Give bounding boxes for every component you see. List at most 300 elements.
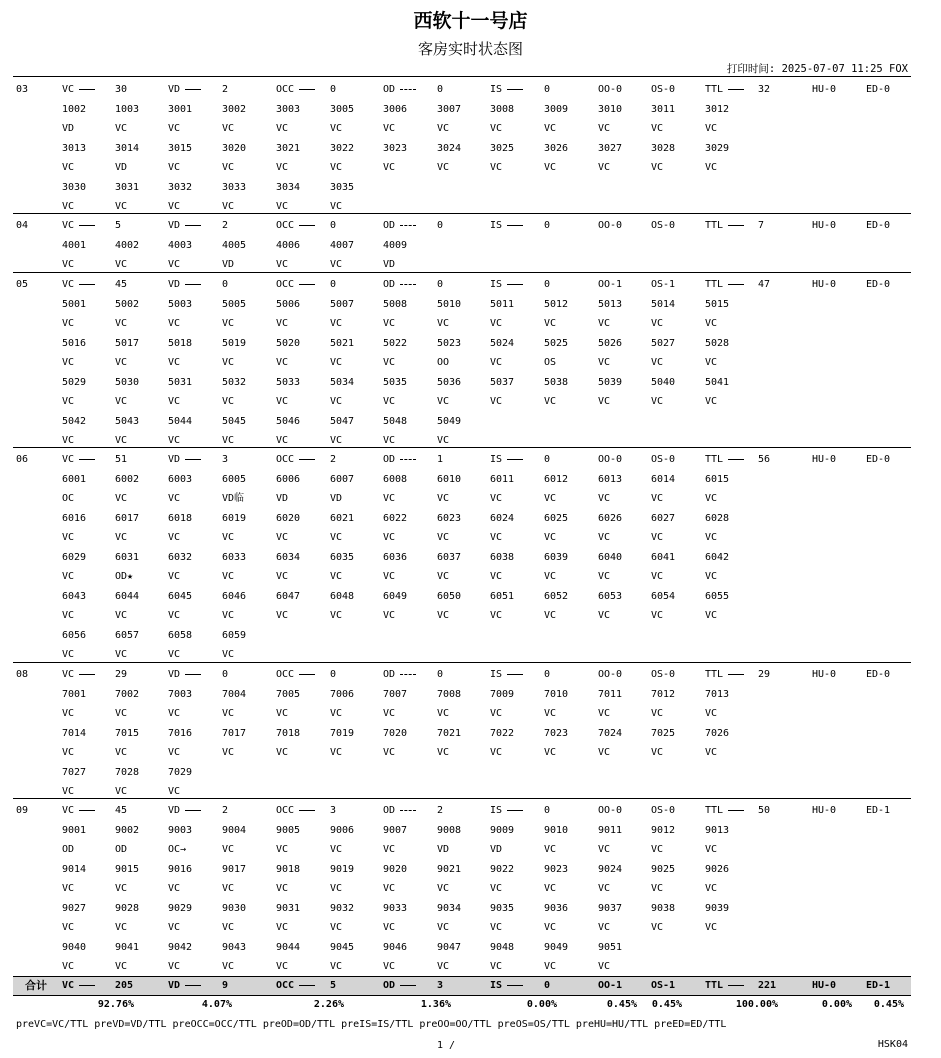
room-number: 5026 [598, 337, 623, 349]
stat-value: 3 [437, 980, 444, 991]
room-status: VC [651, 571, 664, 582]
stat-label-oo0: OO-0 [598, 84, 623, 95]
separator-dash [728, 810, 744, 811]
room-status: VC [705, 708, 718, 719]
room-status: OD [115, 844, 128, 855]
room-number: 9042 [168, 941, 193, 953]
room-number: 5039 [598, 376, 623, 388]
stat-label-ed0: ED-0 [866, 84, 891, 95]
room-number: 6043 [62, 590, 87, 602]
room-number: 4007 [330, 239, 355, 251]
room-status: VC [383, 747, 396, 758]
legend: preVC=VC/TTL preVD=VD/TTL preOCC=OCC/TTL preOD=OD/TTL preIS=IS/TTL preOO=OO/TTL preOS=OS/TTL preHU=HU/TTL preED=ED/TTL [16, 1019, 727, 1030]
room-status: VC [222, 961, 235, 972]
separator-dash [507, 810, 523, 811]
room-status: VC [115, 532, 128, 543]
room-status: VC [168, 357, 181, 368]
stat-label-os1: OS-1 [651, 279, 676, 290]
stat-label-occ: OCC [276, 805, 315, 817]
room-status: VC [544, 922, 557, 933]
room-number: 9038 [651, 902, 676, 914]
room-status: VC [276, 532, 289, 543]
stat-value: 47 [758, 279, 771, 290]
separator-dash [400, 810, 416, 811]
stat-label-ttl: TTL [705, 220, 744, 232]
room-status: VD [276, 493, 289, 504]
room-status: VC [598, 708, 611, 719]
totals-bar [13, 976, 911, 996]
room-number: 5002 [115, 298, 140, 310]
stat-label-is: IS [490, 220, 523, 232]
room-status: VC [62, 786, 75, 797]
room-status: VC [598, 162, 611, 173]
separator-dash [299, 985, 315, 986]
room-number: 5047 [330, 415, 355, 427]
room-status: VC [705, 123, 718, 134]
percentage: 0.00% [526, 999, 557, 1010]
room-status: VC [544, 318, 557, 329]
room-status: VC [330, 162, 343, 173]
room-number: 9027 [62, 902, 87, 914]
stat-label-vc: VC [62, 980, 95, 992]
room-status: VC [330, 844, 343, 855]
stat-value: 0 [544, 84, 551, 95]
room-status: VC [490, 493, 503, 504]
header-divider [13, 76, 911, 77]
room-number: 9014 [62, 863, 87, 875]
room-number: 7022 [490, 727, 515, 739]
separator-dash [400, 89, 416, 90]
stat-label-od: OD [383, 220, 416, 232]
room-status: VC [598, 747, 611, 758]
room-number: 4003 [168, 239, 193, 251]
room-number: 5044 [168, 415, 193, 427]
stat-label-ed1: ED-1 [866, 805, 891, 816]
room-number: 6045 [168, 590, 193, 602]
room-number: 7019 [330, 727, 355, 739]
room-status: VC [330, 435, 343, 446]
stat-label-vd: VD [168, 980, 201, 992]
stat-value: 205 [115, 980, 134, 991]
separator-dash [79, 985, 95, 986]
room-status: VC [705, 883, 718, 894]
room-number: 7014 [62, 727, 87, 739]
room-number: 3022 [330, 142, 355, 154]
stat-value: 0 [222, 669, 229, 680]
room-number: 9049 [544, 941, 569, 953]
separator-dash [728, 284, 744, 285]
stat-value: 1 [437, 454, 444, 465]
room-status: VC [62, 961, 75, 972]
stat-label-ttl: TTL [705, 84, 744, 96]
stat-label-is: IS [490, 454, 523, 466]
room-status: VC [168, 201, 181, 212]
stat-label-vc: VC [62, 669, 95, 681]
room-number: 6051 [490, 590, 515, 602]
stat-value: 7 [758, 220, 765, 231]
separator-dash [185, 284, 201, 285]
room-number: 5010 [437, 298, 462, 310]
room-number: 6057 [115, 629, 140, 641]
room-status: VC [544, 571, 557, 582]
room-status: VC [651, 844, 664, 855]
room-number: 7016 [168, 727, 193, 739]
floor-number: 03 [16, 84, 29, 95]
stat-value: 2 [222, 84, 229, 95]
room-number: 3002 [222, 103, 247, 115]
room-status: VC [168, 786, 181, 797]
stat-label-hu0: HU-0 [812, 805, 837, 816]
room-number: 5001 [62, 298, 87, 310]
room-status: VC [544, 162, 557, 173]
room-number: 5035 [383, 376, 408, 388]
room-status: VC [222, 610, 235, 621]
room-status: OC [62, 493, 75, 504]
room-number: 6011 [490, 473, 515, 485]
room-number: 6036 [383, 551, 408, 563]
room-number: 6007 [330, 473, 355, 485]
room-status: VC [383, 532, 396, 543]
room-number: 5034 [330, 376, 355, 388]
separator-dash [728, 225, 744, 226]
room-number: 5030 [115, 376, 140, 388]
stat-value: 0 [330, 669, 337, 680]
room-status: VC [437, 435, 450, 446]
stat-value: 0 [222, 279, 229, 290]
room-number: 5031 [168, 376, 193, 388]
separator-dash [299, 459, 315, 460]
room-number: 9013 [705, 824, 730, 836]
room-number: 5013 [598, 298, 623, 310]
separator-dash [299, 89, 315, 90]
floor-number: 04 [16, 220, 29, 231]
separator-dash [79, 284, 95, 285]
stat-label-occ: OCC [276, 669, 315, 681]
room-number: 7027 [62, 766, 87, 778]
room-status: VC [115, 396, 128, 407]
room-status: VC [383, 610, 396, 621]
room-status: VC [544, 123, 557, 134]
room-status: VC [383, 961, 396, 972]
stat-value: 45 [115, 279, 128, 290]
room-number: 5021 [330, 337, 355, 349]
room-status: VC [598, 123, 611, 134]
stat-label-is: IS [490, 279, 523, 291]
room-status: VC [168, 493, 181, 504]
section-divider [13, 213, 911, 214]
room-status: VD [330, 493, 343, 504]
room-number: 6034 [276, 551, 301, 563]
room-number: 6016 [62, 512, 87, 524]
separator-dash [507, 89, 523, 90]
room-status: VC [544, 708, 557, 719]
room-status: VC [651, 357, 664, 368]
room-number: 6052 [544, 590, 569, 602]
room-number: 7001 [62, 688, 87, 700]
stat-label-ed0: ED-0 [866, 220, 891, 231]
stat-label-oo1: OO-1 [598, 980, 623, 991]
stat-label-os0: OS-0 [651, 805, 676, 816]
room-status: VC [598, 396, 611, 407]
room-number: 6023 [437, 512, 462, 524]
room-number: 4009 [383, 239, 408, 251]
room-number: 4001 [62, 239, 87, 251]
room-status: VC [62, 435, 75, 446]
stat-label-vd: VD [168, 805, 201, 817]
stat-label-is: IS [490, 805, 523, 817]
stat-label-od: OD [383, 805, 416, 817]
room-number: 9003 [168, 824, 193, 836]
percentage: 0.45% [873, 999, 904, 1010]
room-status: VC [168, 708, 181, 719]
stat-label-od: OD [383, 669, 416, 681]
stat-label-od: OD [383, 454, 416, 466]
room-status: VC [651, 493, 664, 504]
stat-value: 0 [544, 220, 551, 231]
room-number: 9024 [598, 863, 623, 875]
room-number: 3032 [168, 181, 193, 193]
room-status: VC [651, 610, 664, 621]
room-number: 6037 [437, 551, 462, 563]
print-time: 打印时间: 2025-07-07 11:25 FOX [726, 63, 908, 75]
room-status: VC [598, 493, 611, 504]
room-number: 7007 [383, 688, 408, 700]
stat-label-os0: OS-0 [651, 669, 676, 680]
room-status: VC [330, 961, 343, 972]
stat-value: 0 [330, 279, 337, 290]
separator-dash [507, 985, 523, 986]
room-status: VC [62, 883, 75, 894]
totals-label: 合计 [25, 979, 47, 992]
room-status: VC [490, 961, 503, 972]
room-status: VC [383, 357, 396, 368]
stat-label-vd: VD [168, 84, 201, 96]
stat-label-occ: OCC [276, 84, 315, 96]
section-divider [13, 447, 911, 448]
room-status: VC [437, 747, 450, 758]
separator-dash [728, 985, 744, 986]
stat-label-ed0: ED-0 [866, 279, 891, 290]
room-number: 5049 [437, 415, 462, 427]
separator-dash [507, 674, 523, 675]
room-number: 7008 [437, 688, 462, 700]
room-number: 7021 [437, 727, 462, 739]
room-number: 3029 [705, 142, 730, 154]
stat-label-hu0: HU-0 [812, 84, 837, 95]
room-number: 5028 [705, 337, 730, 349]
room-status: VC [330, 201, 343, 212]
stat-label-ttl: TTL [705, 454, 744, 466]
room-number: 3028 [651, 142, 676, 154]
stat-label-vd: VD [168, 279, 201, 291]
room-number: 9046 [383, 941, 408, 953]
room-status: VC [598, 922, 611, 933]
room-status: VC [276, 357, 289, 368]
stat-value: 5 [330, 980, 337, 991]
room-number: 7005 [276, 688, 301, 700]
room-number: 6027 [651, 512, 676, 524]
room-status: VD临 [222, 493, 245, 504]
section-divider [13, 662, 911, 663]
room-status: VC [276, 922, 289, 933]
room-number: 6002 [115, 473, 140, 485]
room-number: 6026 [598, 512, 623, 524]
room-number: 9026 [705, 863, 730, 875]
room-status: VC [168, 922, 181, 933]
stat-label-is: IS [490, 669, 523, 681]
room-number: 4006 [276, 239, 301, 251]
room-status: VC [62, 610, 75, 621]
room-number: 6025 [544, 512, 569, 524]
room-status: VC [705, 357, 718, 368]
room-number: 6003 [168, 473, 193, 485]
stat-value: 2 [222, 805, 229, 816]
separator-dash [507, 459, 523, 460]
room-status: VC [490, 123, 503, 134]
stat-value: 5 [115, 220, 122, 231]
percentage: 0.45% [651, 999, 682, 1010]
room-status: VC [276, 883, 289, 894]
room-status: VC [544, 532, 557, 543]
room-status: VD [222, 259, 235, 270]
separator-dash [299, 674, 315, 675]
room-status: VC [222, 747, 235, 758]
separator-dash [400, 284, 416, 285]
room-status: VC [276, 747, 289, 758]
room-status: VC [62, 708, 75, 719]
room-status: VC [705, 162, 718, 173]
percentage: 4.07% [201, 999, 232, 1010]
stat-label-is: IS [490, 980, 523, 992]
room-status: VC [222, 844, 235, 855]
room-number: 3013 [62, 142, 87, 154]
room-status: VC [168, 961, 181, 972]
room-number: 5007 [330, 298, 355, 310]
room-status: VC [62, 922, 75, 933]
room-status: VC [490, 708, 503, 719]
room-number: 5012 [544, 298, 569, 310]
room-status: VC [651, 747, 664, 758]
room-status: VC [115, 357, 128, 368]
room-number: 6029 [62, 551, 87, 563]
room-number: 9007 [383, 824, 408, 836]
room-status: VC [222, 883, 235, 894]
room-status: VC [705, 396, 718, 407]
separator-dash [185, 674, 201, 675]
room-status: VD [62, 123, 75, 134]
room-number: 7012 [651, 688, 676, 700]
room-status: OO [437, 357, 450, 368]
room-status: VC [115, 259, 128, 270]
room-status: VC [651, 123, 664, 134]
room-number: 9032 [330, 902, 355, 914]
room-status: VC [383, 922, 396, 933]
stat-label-hu0: HU-0 [812, 669, 837, 680]
room-status: VC [115, 435, 128, 446]
room-number: 6033 [222, 551, 247, 563]
room-number: 5014 [651, 298, 676, 310]
room-status: VC [490, 532, 503, 543]
room-number: 9029 [168, 902, 193, 914]
room-status: VC [544, 396, 557, 407]
room-status: VC [62, 571, 75, 582]
room-number: 9012 [651, 824, 676, 836]
room-status: VC [115, 318, 128, 329]
room-status: VC [330, 610, 343, 621]
room-number: 9041 [115, 941, 140, 953]
room-status: VC [115, 708, 128, 719]
stat-label-od: OD [383, 84, 416, 96]
room-number: 6020 [276, 512, 301, 524]
room-status: VD [383, 259, 396, 270]
room-number: 9035 [490, 902, 515, 914]
room-number: 5008 [383, 298, 408, 310]
room-number: 3011 [651, 103, 676, 115]
stat-label-ed0: ED-0 [866, 454, 891, 465]
room-number: 1003 [115, 103, 140, 115]
room-status: VC [598, 532, 611, 543]
room-number: 5003 [168, 298, 193, 310]
room-status: VC [168, 532, 181, 543]
room-status: VC [222, 922, 235, 933]
room-number: 9031 [276, 902, 301, 914]
separator-dash [79, 459, 95, 460]
separator-dash [185, 810, 201, 811]
room-number: 6055 [705, 590, 730, 602]
stat-label-ttl: TTL [705, 669, 744, 681]
room-number: 7002 [115, 688, 140, 700]
separator-dash [728, 674, 744, 675]
stat-label-os1: OS-1 [651, 980, 676, 991]
stat-label-oo0: OO-0 [598, 454, 623, 465]
room-number: 7024 [598, 727, 623, 739]
room-number: 9048 [490, 941, 515, 953]
room-number: 9018 [276, 863, 301, 875]
room-number: 9020 [383, 863, 408, 875]
stat-value: 3 [222, 454, 229, 465]
room-number: 4005 [222, 239, 247, 251]
room-status: VC [222, 649, 235, 660]
room-status: VC [168, 610, 181, 621]
percentage: 92.76% [97, 999, 134, 1010]
stat-value: 29 [115, 669, 128, 680]
room-number: 5048 [383, 415, 408, 427]
room-status: VC [330, 396, 343, 407]
room-number: 5006 [276, 298, 301, 310]
room-status: VC [598, 610, 611, 621]
room-number: 9044 [276, 941, 301, 953]
room-status: VC [705, 844, 718, 855]
stat-label-os0: OS-0 [651, 220, 676, 231]
separator-dash [299, 225, 315, 226]
room-number: 7003 [168, 688, 193, 700]
room-number: 3035 [330, 181, 355, 193]
room-status: VC [115, 883, 128, 894]
room-number: 3033 [222, 181, 247, 193]
stat-value: 0 [437, 84, 444, 95]
room-status: VC [62, 357, 75, 368]
stat-label-od: OD [383, 980, 416, 992]
separator-dash [507, 284, 523, 285]
floor-number: 05 [16, 279, 29, 290]
room-number: 6048 [330, 590, 355, 602]
room-number: 9023 [544, 863, 569, 875]
room-status: VD [490, 844, 503, 855]
room-status: VC [168, 435, 181, 446]
room-number: 9011 [598, 824, 623, 836]
room-status: VC [651, 922, 664, 933]
room-number: 5019 [222, 337, 247, 349]
